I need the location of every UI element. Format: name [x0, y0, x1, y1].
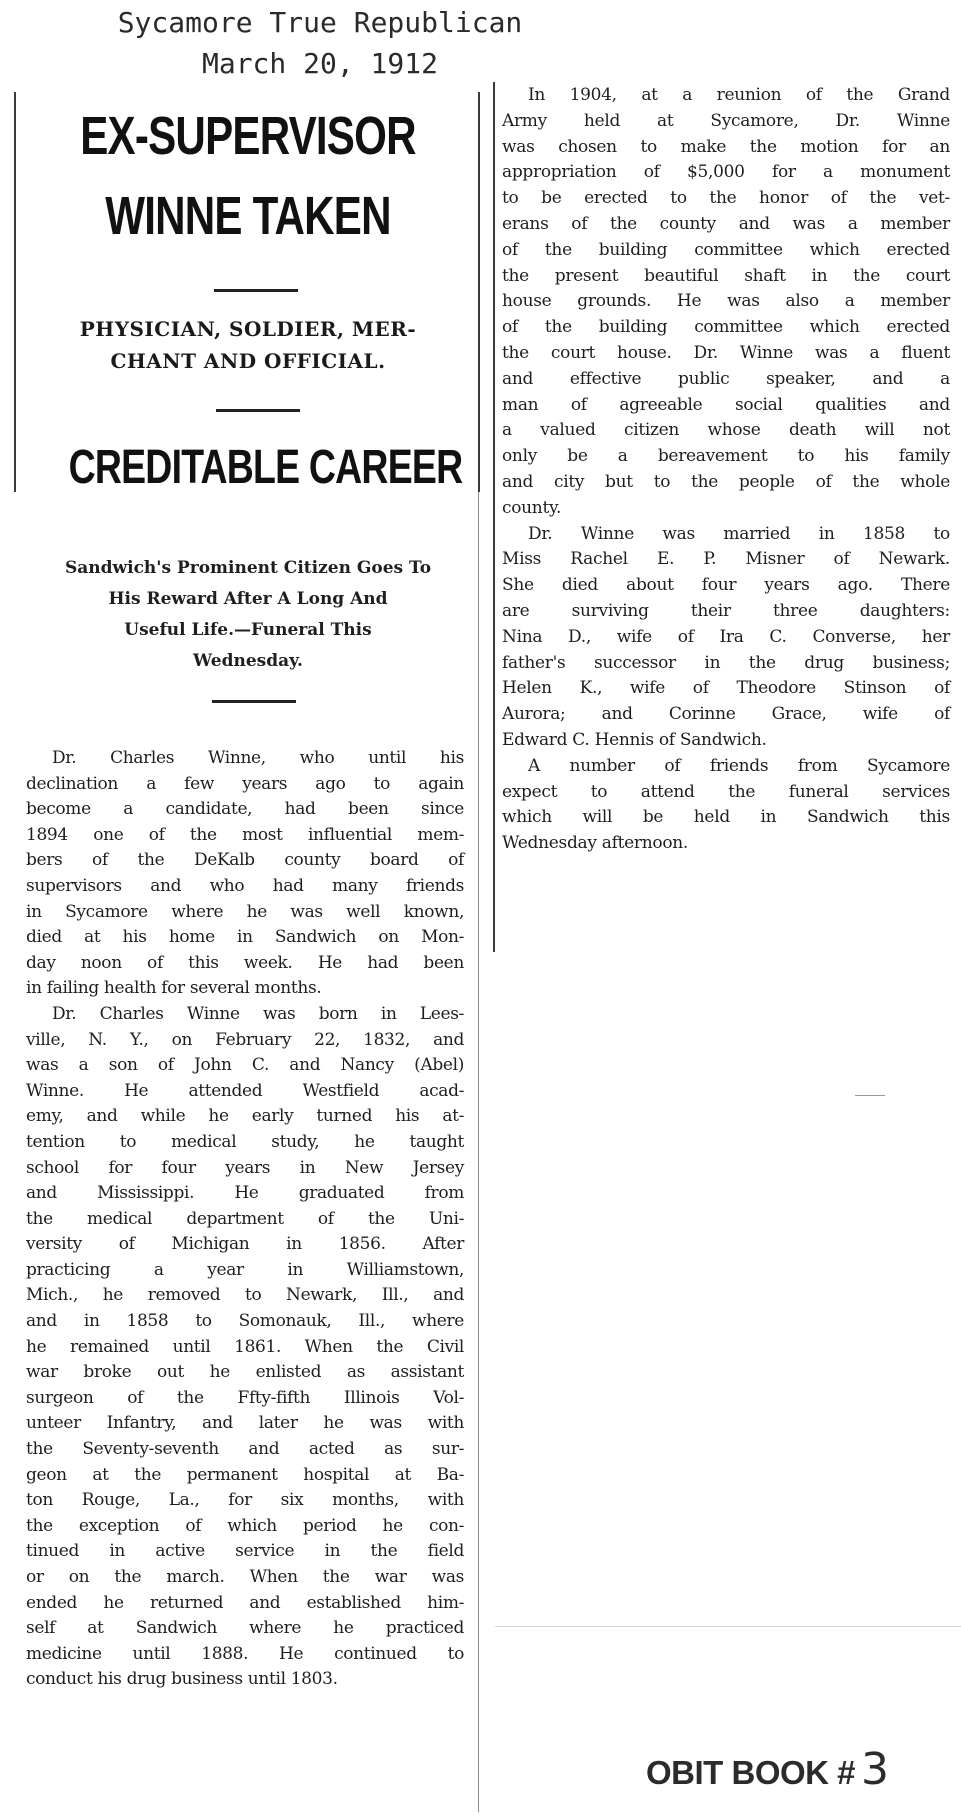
article-line: ton Rouge, La., for six months, with [26, 1490, 464, 1511]
article-line: unteer Infantry, and later he was with [26, 1413, 464, 1434]
article-line: 1894 one of the most influential mem- [26, 824, 464, 845]
article-line: father's successor in the drug business; [502, 652, 950, 673]
article-line: conduct his drug business until 1803. [26, 1669, 338, 1690]
article-line: the present beautiful shaft in the court [502, 265, 950, 286]
subheadline [18, 313, 478, 377]
article-line: day noon of this week. He had been [26, 952, 464, 973]
column-divider-rule [493, 82, 495, 952]
article-line: declination a few years ago to again [26, 773, 464, 794]
article-line: in failing health for several months. [26, 978, 322, 999]
article-line: medicine until 1888. He continued to [26, 1643, 464, 1664]
article-line: She died about four years ago. There [502, 575, 950, 596]
obit-book-stamp [646, 1744, 889, 1795]
publication-name: Sycamore True Republican [117, 6, 523, 39]
article-line: and in 1858 to Somonauk, Ill., where [26, 1311, 464, 1332]
headline-box-left-rule [14, 92, 16, 492]
article-line: man of agreeable social qualities and [502, 394, 950, 415]
deck-line: His Reward After A Long And [108, 589, 388, 609]
article-line: Winne. He attended Westfield acad- [26, 1080, 464, 1101]
subheadline-divider [216, 409, 300, 412]
subheadline-line-2: CHANT AND OFFICIAL. [110, 349, 386, 373]
obit-book-label: OBIT BOOK # [646, 1754, 856, 1791]
publication-date: March 20, 1912 [201, 47, 438, 80]
article-line: expect to attend the funeral services [502, 781, 950, 802]
obit-book-number: 3 [861, 1744, 889, 1795]
article-line: Dr. Winne was married in 1858 to [528, 523, 950, 544]
article-line: supervisors and who had many friends [26, 875, 464, 896]
article-line: and city but to the people of the whole [502, 471, 950, 492]
article-line: tinued in active service in the field [26, 1541, 464, 1562]
article-line: died at his home in Sandwich on Mon- [26, 927, 464, 948]
article-line: of the building committee which erected [502, 317, 950, 338]
article-line: war broke out he enlisted as assistant [26, 1362, 464, 1383]
article-line: Miss Rachel E. P. Misner of Newark. [502, 549, 950, 570]
scan-margin-line [495, 1626, 961, 1627]
scan-margin-line [855, 1095, 885, 1096]
article-line: ended he returned and established him- [26, 1592, 464, 1613]
article-line: he remained until 1861. When the Civil [26, 1336, 464, 1357]
article-line: are surviving their three daughters: [502, 600, 950, 621]
article-line: surgeon of the Ffty-fifth Illinois Vol- [26, 1387, 464, 1408]
article-line: appropriation of $5,000 for a monument [502, 162, 950, 183]
left-column-rule [478, 492, 479, 1812]
article-line: ville, N. Y., on February 22, 1832, and [26, 1029, 464, 1050]
article-line: school for four years in New Jersey [26, 1157, 464, 1178]
headline-secondary: CREDITABLE CAREER [68, 441, 463, 494]
article-line: only be a bereavement to his family [502, 446, 950, 467]
article-line: Dr. Charles Winne, who until his [52, 748, 464, 768]
article-line: of the building committee which erected [502, 239, 950, 260]
article-line: county. [502, 497, 562, 518]
deck [18, 553, 478, 677]
article-line: the medical department of the Uni- [26, 1208, 464, 1229]
article-line: Helen K., wife of Theodore Stinson of [502, 678, 950, 699]
article-line: versity of Michigan in 1856. After [26, 1234, 464, 1255]
subheadline-line-1: PHYSICIAN, SOLDIER, MER- [79, 317, 417, 341]
headline-line-1: EX-SUPERVISOR [80, 106, 416, 166]
article-line: and effective public speaker, and a [502, 368, 950, 389]
article-line: Nina D., wife of Ira C. Converse, her [502, 626, 950, 647]
article-line: which will be held in Sandwich this [502, 807, 950, 828]
article-line: erans of the county and was a member [502, 213, 950, 234]
article-line: the exception of which period he con- [26, 1515, 464, 1536]
article-line: Aurora; and Corinne Grace, wife of [502, 704, 950, 725]
article-line: Edward C. Hennis of Sandwich. [502, 729, 767, 750]
article-line: was chosen to make the motion for an [502, 136, 950, 157]
article-line: practicing a year in Williamstown, [26, 1259, 464, 1280]
deck-divider [212, 700, 296, 703]
article-line: or on the march. When the war was [26, 1567, 464, 1587]
article-line: Army held at Sycamore, Dr. Winne [502, 110, 950, 131]
article-line: A number of friends from Sycamore [528, 755, 950, 776]
headline-line-2: WINNE TAKEN [105, 186, 391, 246]
article-line: tention to medical study, he taught [26, 1131, 464, 1152]
headline-divider [214, 289, 298, 292]
article-line: was a son of John C. and Nancy (Abel) [26, 1055, 464, 1076]
article-line: in Sycamore where he was well known, [26, 901, 464, 922]
article-line: house grounds. He was also a member [502, 291, 950, 312]
article-line: self at Sandwich where he practiced [26, 1618, 464, 1639]
article-line: and Mississippi. He graduated from [26, 1183, 464, 1204]
article-line: to be erected to the honor of the vet- [502, 188, 950, 209]
article-line: Dr. Charles Winne was born in Lees- [52, 1003, 464, 1024]
article-line: the Seventy-seventh and acted as sur- [26, 1439, 464, 1460]
deck-line: Wednesday. [193, 651, 303, 671]
deck-line: Useful Life.—Funeral This [124, 620, 372, 640]
article-line: emy, and while he early turned his at- [26, 1106, 464, 1127]
right-column-text [502, 83, 950, 857]
article-line: In 1904, at a reunion of the Grand [528, 85, 950, 105]
article-line: geon at the permanent hospital at Ba- [26, 1464, 464, 1485]
deck-line: Sandwich's Prominent Citizen Goes To [64, 558, 432, 578]
article-line: the court house. Dr. Winne was a fluent [502, 342, 950, 363]
article-line: Wednesday afternoon. [502, 833, 689, 854]
article-line: Mich., he removed to Newark, Ill., and [26, 1285, 464, 1306]
article-line: become a candidate, had been since [26, 799, 464, 820]
source-citation [0, 2, 640, 84]
headline-box-right-rule [478, 92, 480, 492]
article-line: bers of the DeKalb county board of [26, 850, 464, 871]
article-line: a valued citizen whose death will not [502, 420, 950, 441]
left-column-text [26, 746, 464, 1693]
